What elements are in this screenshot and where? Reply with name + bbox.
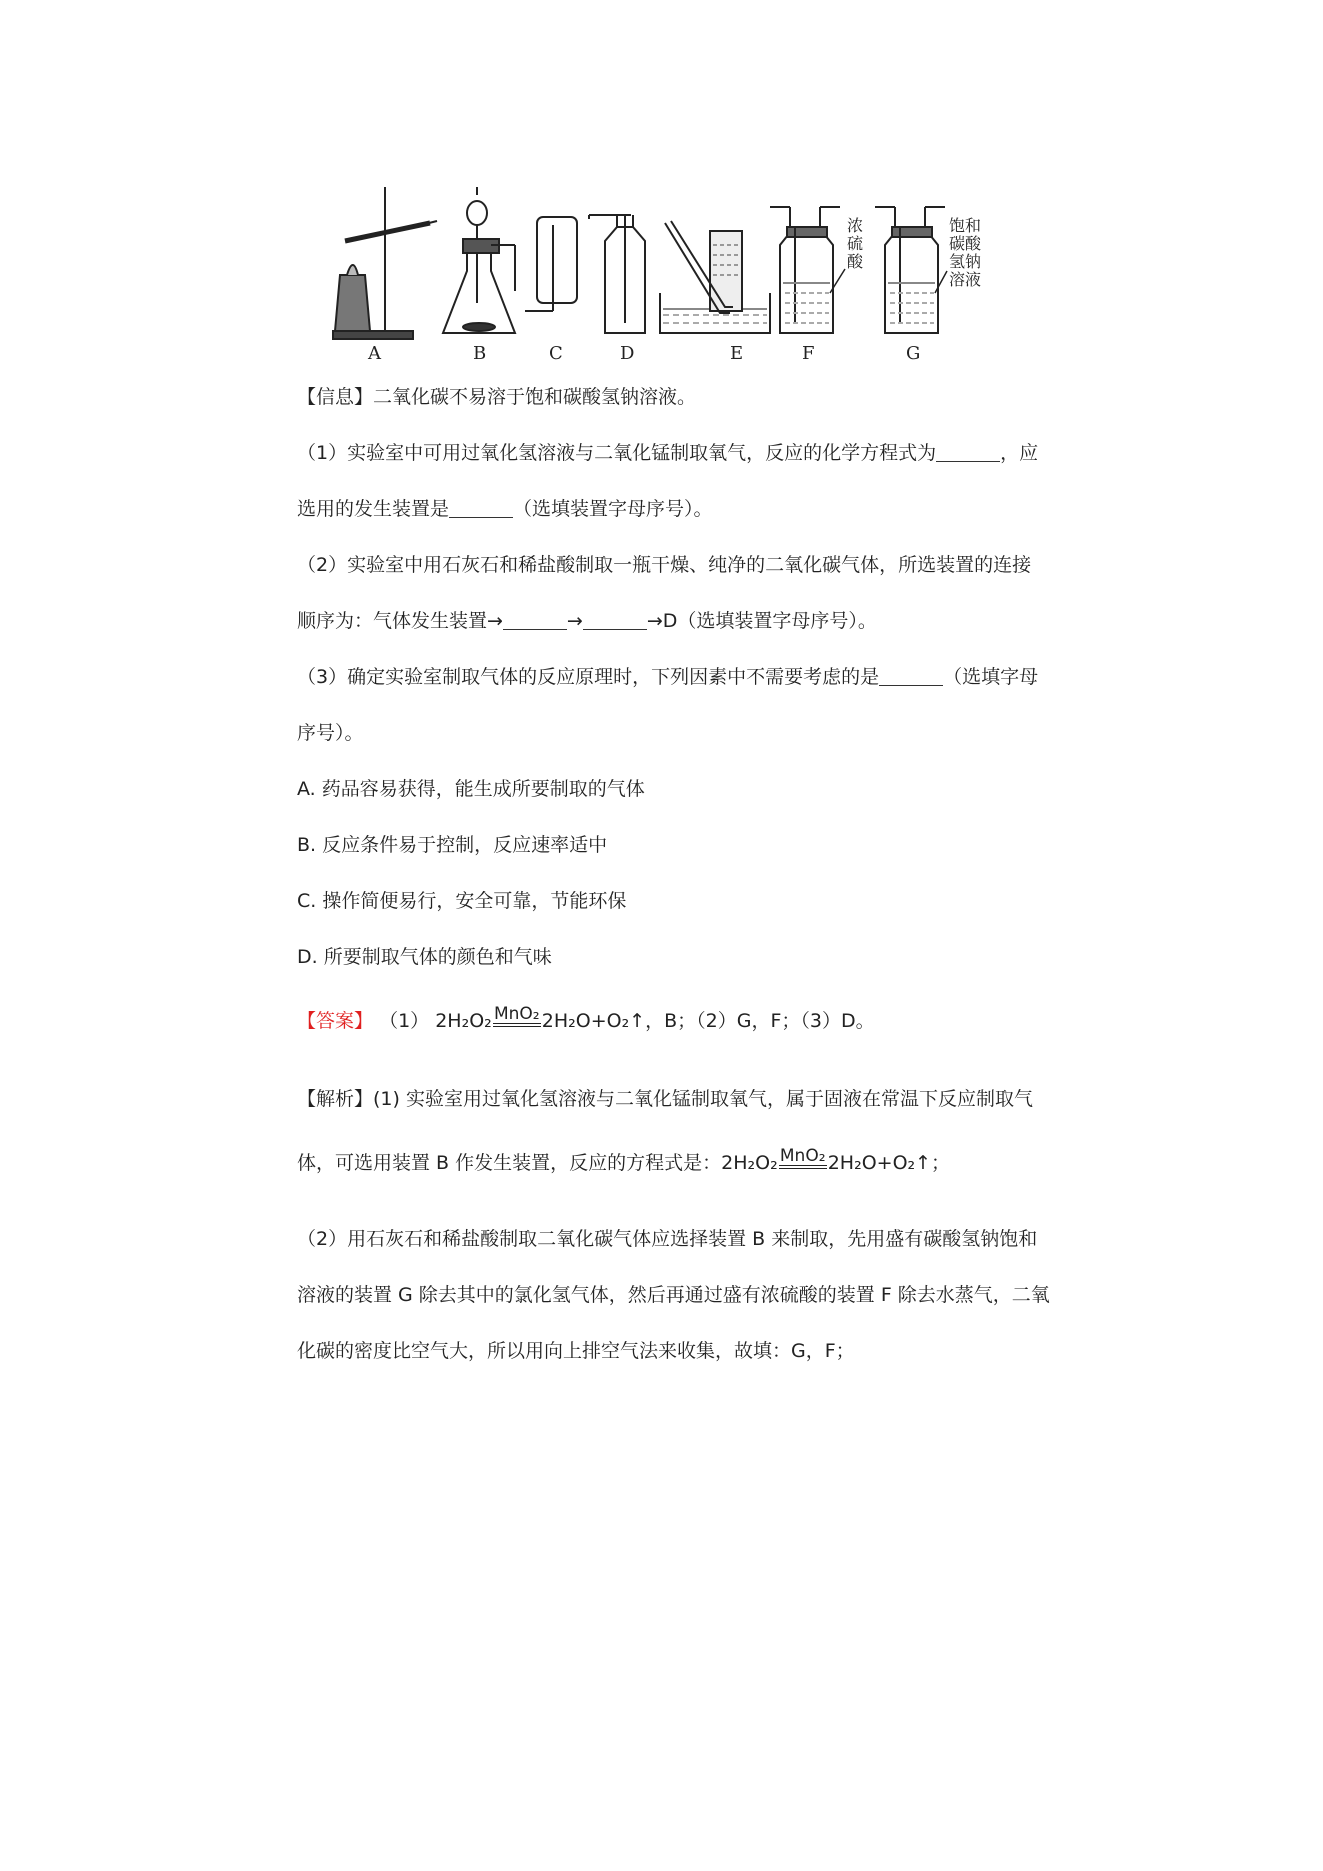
label-c: C: [549, 343, 563, 361]
label-f: F: [802, 343, 815, 361]
q3-text-b: （选填字母: [943, 666, 1039, 688]
apparatus-e: [660, 221, 770, 333]
catalyst-arrow-2: [779, 1147, 827, 1169]
answer-prefix: （1）: [379, 1010, 430, 1032]
equals-sign: [493, 1023, 541, 1027]
answer-blank[interactable]: [583, 611, 647, 630]
label-f-reagent: [847, 216, 864, 271]
label-e: E: [730, 343, 744, 361]
apparatus-a: [333, 187, 437, 339]
answer-blank[interactable]: [449, 499, 513, 518]
analysis-line-4: 溶液的装置 G 除去其中的氯化氢气体，然后再通过盛有浓硫酸的装置 F 除去水蒸气，二氧: [297, 1284, 1050, 1306]
label-b: B: [473, 343, 487, 361]
q2-line-1: （2）实验室中用石灰石和稀盐酸制取一瓶干燥、纯净的二氧化碳气体，所选装置的连接: [297, 554, 1032, 576]
q3-line-1: [297, 664, 1038, 690]
answer-line: [297, 1004, 875, 1040]
svg-text:氢钠: 氢钠: [949, 252, 982, 271]
q3-line-2: 序号）。: [297, 722, 364, 744]
equation-lhs-2: 2H₂O₂: [721, 1152, 778, 1174]
q2-text-c: →D（选填装置字母序号）。: [646, 610, 877, 632]
q2-line-2: [297, 608, 877, 634]
option-d: D. 所要制取气体的颜色和气味: [297, 946, 552, 968]
q3-text-a: （3）确定实验室制取气体的反应原理时，下列因素中不需要考虑的是: [297, 666, 880, 688]
q1-text-c: 选用的发生装置是: [297, 498, 450, 520]
label-g-reagent: [949, 216, 982, 289]
label-g: G: [906, 343, 921, 361]
catalyst-label-2: MnO₂: [779, 1146, 826, 1166]
option-c: C. 操作简便易行，安全可靠，节能环保: [297, 890, 627, 912]
catalyst-arrow: [493, 1005, 541, 1027]
apparatus-c: [525, 217, 577, 311]
q2-arrow: →: [566, 610, 583, 632]
equals-sign-2: [779, 1165, 827, 1169]
apparatus-g: [875, 207, 947, 333]
label-a: A: [368, 343, 381, 361]
equation-rhs: 2H₂O+O₂↑: [541, 1010, 646, 1032]
analysis-line-1: 【解析】(1) 实验室用过氧化氢溶液与二氧化锰制取氧气，属于固液在常温下反应制取气: [297, 1088, 1033, 1110]
answer-tag: 【答案】: [297, 1010, 374, 1032]
svg-text:溶液: 溶液: [949, 270, 982, 289]
q1-line-1: [297, 440, 1038, 466]
equation-rhs-2: 2H₂O+O₂↑；: [827, 1152, 951, 1174]
answer-blank[interactable]: [879, 667, 943, 686]
catalyst-label: MnO₂: [493, 1004, 540, 1024]
q1-text-d: （选填装置字母序号）。: [513, 498, 713, 520]
analysis-text-a: 体，可选用装置 B 作发生装置，反应的方程式是：: [297, 1152, 722, 1174]
svg-text:硫: 硫: [847, 234, 864, 253]
q1-text-a: （1）实验室中可用过氧化氢溶液与二氧化锰制取氧气，反应的化学方程式为: [297, 442, 937, 464]
option-b: B. 反应条件易于控制，反应速率适中: [297, 834, 608, 856]
analysis-line-3: （2）用石灰石和稀盐酸制取二氧化碳气体应选择装置 B 来制取，先用盛有碳酸氢钠饱和: [297, 1228, 1038, 1250]
answer-suffix: ，B；（2）G，F；（3）D。: [645, 1010, 875, 1032]
q1-line-2: [297, 496, 713, 522]
svg-text:饱和: 饱和: [949, 216, 982, 235]
apparatus-figure: [325, 183, 1045, 361]
option-a: A. 药品容易获得，能生成所要制取的气体: [297, 778, 645, 800]
answer-blank[interactable]: [936, 443, 1000, 462]
q2-text-a: 顺序为：气体发生装置→: [297, 610, 503, 632]
analysis-line-5: 化碳的密度比空气大，所以用向上排空气法来收集，故填：G，F；: [297, 1340, 855, 1362]
apparatus-f: [770, 207, 845, 333]
apparatus-d: [589, 215, 645, 333]
svg-text:碳酸: 碳酸: [949, 234, 982, 253]
equation-lhs: 2H₂O₂: [435, 1010, 492, 1032]
q1-text-b: ，应: [1000, 442, 1039, 464]
analysis-line-2: [297, 1146, 951, 1184]
svg-text:酸: 酸: [847, 252, 864, 271]
apparatus-b: [443, 187, 515, 333]
label-d: D: [620, 343, 635, 361]
svg-text:浓: 浓: [847, 216, 864, 235]
info-text: 【信息】二氧化碳不易溶于饱和碳酸氢钠溶液。: [297, 386, 697, 408]
answer-blank[interactable]: [503, 611, 567, 630]
